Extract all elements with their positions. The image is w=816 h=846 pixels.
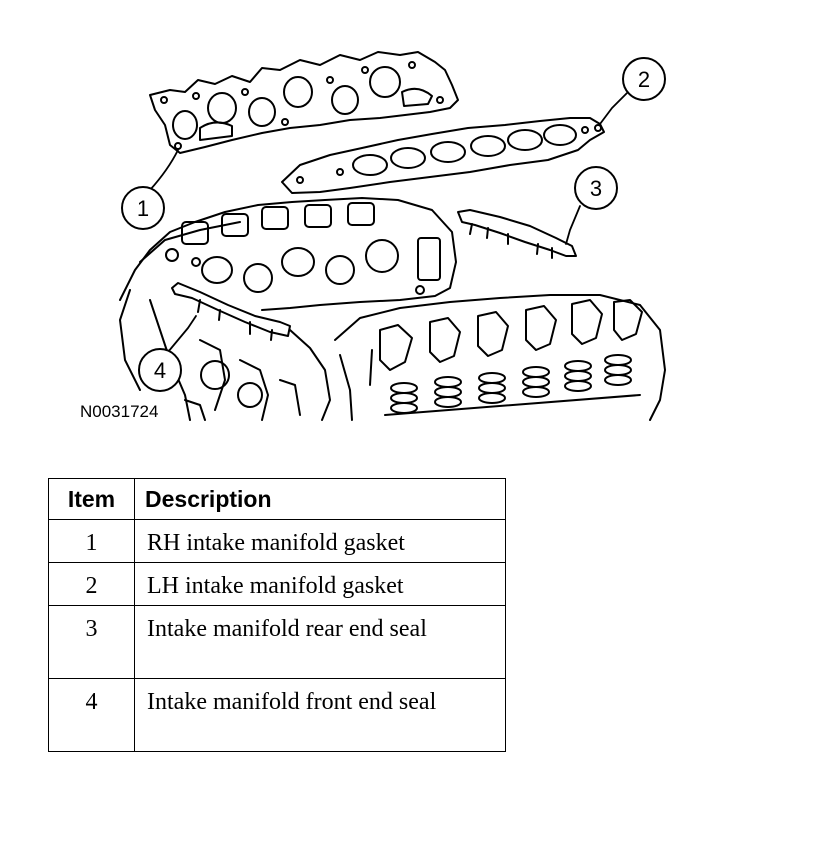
callout-label-1: 1 <box>136 196 150 221</box>
parts-table <box>48 478 506 752</box>
table-row <box>49 520 506 563</box>
item-number: 1 <box>49 520 135 563</box>
table-row <box>49 679 506 752</box>
figure-id: N0031724 <box>80 402 159 421</box>
callout-label-2: 2 <box>637 67 651 92</box>
intake-manifold-front-end-seal <box>172 283 290 340</box>
item-number: 3 <box>49 606 135 679</box>
column-header-description: Description <box>135 479 506 520</box>
table-row <box>49 606 506 679</box>
item-number: 2 <box>49 563 135 606</box>
item-number: 4 <box>49 679 135 752</box>
callout-label-4: 4 <box>153 358 167 383</box>
table-row <box>49 563 506 606</box>
item-description: Intake manifold rear end seal <box>135 606 506 679</box>
callout-label-3: 3 <box>589 176 603 201</box>
item-description: Intake manifold front end seal <box>135 679 506 752</box>
lh-intake-manifold-gasket <box>282 118 604 193</box>
table-header-row <box>49 479 506 520</box>
item-description: LH intake manifold gasket <box>135 563 506 606</box>
item-description: RH intake manifold gasket <box>135 520 506 563</box>
rocker-arm-assembly <box>335 295 665 420</box>
column-header-item: Item <box>49 479 135 520</box>
intake-manifold-rear-end-seal <box>458 210 576 258</box>
